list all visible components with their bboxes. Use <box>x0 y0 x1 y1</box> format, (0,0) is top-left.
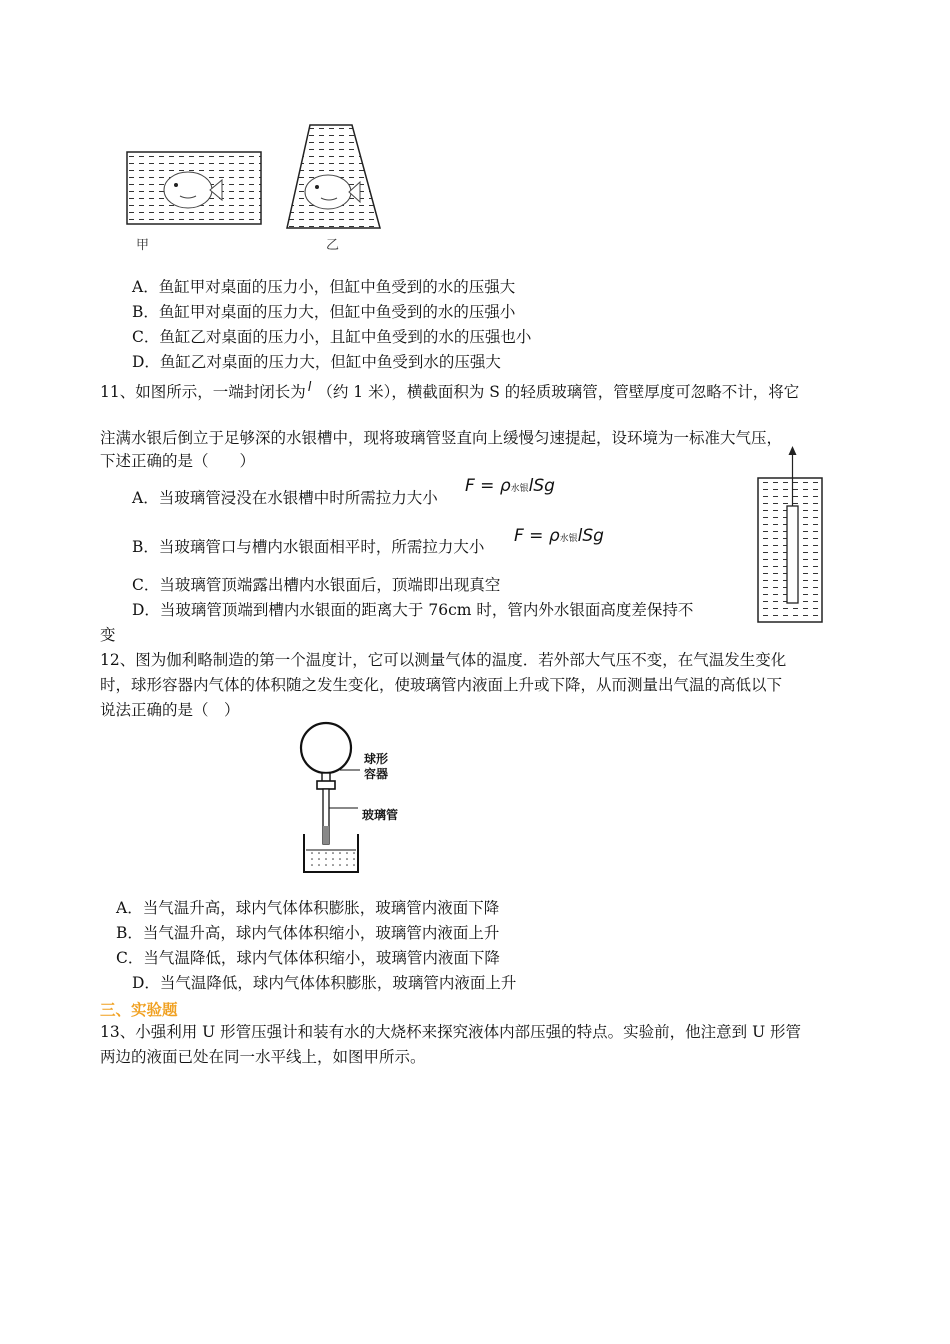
tank-b <box>287 125 380 228</box>
q11-option-b: B．当玻璃管口与槽内水银面相平时，所需拉力大小 <box>132 538 485 556</box>
q11-stem-line3: 下述正确的是（ ） <box>100 452 256 470</box>
tank-b-label: 乙 <box>326 238 340 253</box>
q12-stem-line1: 12、图为伽利略制造的第一个温度计，它可以测量气体的温度．若外部大气压不变，在气温发生变化 <box>100 651 787 669</box>
formula-tail: lSg <box>528 476 555 496</box>
q10-option-b: B．鱼缸甲对桌面的压力大，但缸中鱼受到的水的压强小 <box>132 303 516 321</box>
section-title-experiments: 三、实验题 <box>100 1001 178 1019</box>
q10-option-a: A．鱼缸甲对桌面的压力小，但缸中鱼受到的水的压强大 <box>132 278 516 296</box>
q10-option-c: C．鱼缸乙对桌面的压力小，且缸中鱼受到的水的压强也小 <box>132 328 532 346</box>
q10-option-d: D．鱼缸乙对桌面的压力大，但缸中鱼受到水的压强大 <box>132 353 501 371</box>
arrow-up-icon <box>789 446 797 455</box>
q11-option-a: A．当玻璃管浸没在水银槽中时所需拉力大小 <box>132 489 438 507</box>
q12-stem-line2: 时，球形容器内气体的体积随之发生变化，使玻璃管内液面上升或下降，从而测量出气温的高低以下 <box>100 676 783 694</box>
q12-option-b: B．当气温升高，球内气体体积缩小，玻璃管内液面上升 <box>116 924 500 942</box>
q12-option-d: D．当气温降低，球内气体体积膨胀，玻璃管内液面上升 <box>132 974 517 992</box>
bulb-label-line1: 球形 <box>364 752 389 766</box>
mercury-trough-figure <box>752 444 832 626</box>
glass-tube <box>787 506 798 603</box>
formula-main: F = ρ <box>465 476 511 496</box>
q12-stem-line3: 说法正确的是（ ） <box>100 701 240 719</box>
q11-stem-line1 <box>100 382 799 404</box>
q11-option-d-line1: D．当玻璃管顶端到槽内水银面的距离大于 76cm 时，管内外水银面高度差保持不 <box>132 601 694 619</box>
galileo-thermometer-figure <box>296 718 406 876</box>
formula-sub: 水银 <box>559 534 578 544</box>
bulb-label-line2: 容器 <box>364 767 389 781</box>
q11-stem-line2: 注满水银后倒立于足够深的水银槽中，现将玻璃管竖直向上缓慢匀速提起，设环境为一标准大气压， <box>100 429 783 447</box>
formula-tail: lSg <box>577 526 604 546</box>
q11-option-d-line2: 变 <box>100 626 116 644</box>
q12-option-c: C．当气温降低，球内气体体积缩小，玻璃管内液面下降 <box>116 949 500 967</box>
tank-a <box>127 152 261 224</box>
q12-option-a: A．当气温升高，球内气体体积膨胀，玻璃管内液面下降 <box>116 899 500 917</box>
fish-tank-figure <box>118 118 398 258</box>
q11-stem-part2: （约 1 米），横截面积为 S 的轻质玻璃管，管壁厚度可忽略不计，将它 <box>317 383 800 401</box>
q11-formula-a <box>465 476 555 496</box>
bulb <box>301 723 351 773</box>
q13-stem-line1: 13、小强利用 U 形管压强计和装有水的大烧杯来探究液体内部压强的特点。实验前，他注意到 U 形管 <box>100 1023 802 1041</box>
tube-label: 玻璃管 <box>362 808 399 822</box>
q11-stem-part1: 11、如图所示，一端封闭长为 <box>100 383 306 401</box>
tank-a-label: 甲 <box>136 238 150 253</box>
formula-main: F = ρ <box>514 526 560 546</box>
q11-option-c: C．当玻璃管顶端露出槽内水银面后，顶端即出现真空 <box>132 576 501 594</box>
formula-sub: 水银 <box>510 484 529 494</box>
q13-stem-line2: 两边的液面已处在同一水平线上，如图甲所示。 <box>100 1048 426 1066</box>
q11-stem-var: l <box>307 380 312 395</box>
q11-formula-b <box>514 526 604 546</box>
